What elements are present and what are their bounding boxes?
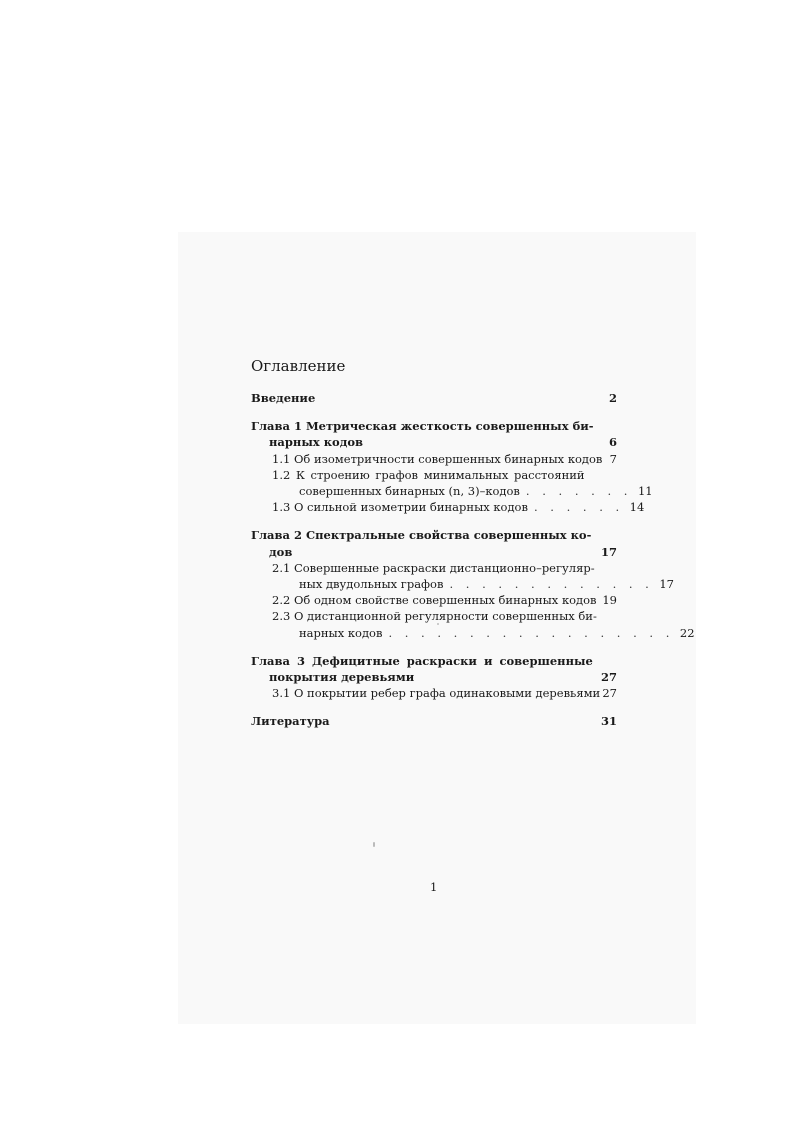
chapter-title-line-1: Глава 3 Дефицитные раскраски и совершенные [251, 653, 593, 668]
dot-leader: . . . . . . . [525, 484, 632, 499]
entry-page: 17 [659, 577, 674, 592]
toc-entry-section-2-3[interactable] [251, 608, 695, 640]
toc-title: Оглавление [251, 357, 346, 375]
entry-page: 7 [609, 451, 617, 466]
entry-label-line-2: нарных кодов [299, 625, 383, 640]
entry-page: 31 [600, 714, 617, 729]
entry-page: 19 [602, 593, 617, 608]
toc-entry-section-1-1[interactable] [251, 451, 617, 467]
dot-leader: . . . . . . . . . . . . . [449, 577, 654, 592]
toc-entry-section-2-2[interactable] [251, 592, 617, 608]
entry-label-line-2: совершенных бинарных (n, 3)–кодов [299, 484, 520, 499]
toc-entry-chapter-3[interactable] [251, 653, 617, 685]
entry-label: 3.1 О покрытии ребер графа одинаковыми деревьями [272, 686, 601, 701]
entry-label-line-1: 2.1 Совершенные раскраски дистанционно–регуляр- [272, 560, 595, 575]
toc-entry-chapter-1[interactable] [251, 418, 617, 450]
dot-leader: . . . . . . [533, 500, 624, 515]
entry-page: 2 [608, 391, 617, 405]
scan-artifact [373, 842, 375, 847]
entry-page: 17 [600, 544, 617, 559]
table-of-contents [251, 356, 695, 730]
chapter-title-line-2: нарных кодов [269, 435, 364, 450]
chapter-title-line-1: Глава 1 Метрическая жесткость совершенных би- [251, 419, 594, 434]
toc-entry-section-3-1[interactable] [251, 685, 617, 701]
entry-page: 6 [608, 435, 617, 450]
entry-label: 1.1 Об изометричности совершенных бинарных кодов [272, 451, 603, 466]
entry-label: Литература [251, 714, 330, 729]
toc-entry-section-2-1[interactable] [251, 560, 674, 592]
entry-page: 22 [679, 625, 695, 640]
toc-entry-introduction[interactable] [251, 390, 617, 406]
scan-artifact [437, 623, 439, 625]
entry-label: 1.3 О сильной изометрии бинарных кодов [272, 500, 528, 515]
toc-entry-chapter-2[interactable] [251, 527, 617, 559]
entry-label-line-2: ных двудольных графов [299, 577, 444, 592]
entry-page: 14 [629, 500, 645, 515]
toc-entry-section-1-2[interactable] [251, 467, 653, 499]
chapter-title-line-2: покрытия деревьями [269, 670, 415, 685]
entry-page: 27 [602, 686, 617, 701]
toc-entry-literature[interactable] [251, 713, 617, 729]
page-number: 1 [430, 880, 438, 894]
dot-leader: . . . . . . . . . . . . . . . . . . [388, 625, 674, 640]
entry-page: 11 [637, 484, 653, 499]
entry-label-line-1: 2.3 О дистанционной регулярности совершенных би- [272, 609, 597, 624]
entry-label: Введение [251, 391, 316, 405]
entry-label-line-1: 1.2 К строению графов минимальных расстояний [272, 467, 585, 482]
toc-entry-section-1-3[interactable] [251, 499, 645, 515]
entry-page: 27 [600, 670, 617, 685]
chapter-title-line-1: Глава 2 Спектральные свойства совершенных ко- [251, 528, 592, 543]
entry-label: 2.2 Об одном свойстве совершенных бинарных кодов [272, 593, 597, 608]
chapter-title-line-2: дов [269, 544, 293, 559]
